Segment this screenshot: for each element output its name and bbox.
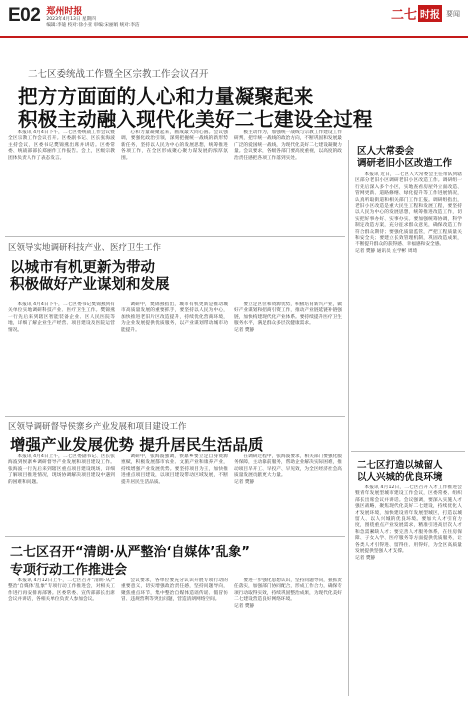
article4-headline-2: 专项行动工作推进会: [10, 563, 128, 578]
side-divider: [351, 451, 465, 452]
right-column-divider: [348, 140, 349, 696]
article2-col-3-text: 要立足区位和资源优势，积极培育新兴产业，做好产业谋划和招商引资工作，推动产业链延链补链强链，加快构建现代化产业体系。要持续提升医疗卫生服务水平，满足群众多层次健康需求。: [234, 302, 342, 327]
side1-col: [352, 172, 465, 450]
article4-headline-1: 二七区召开“清朗·从严整治‘自媒体’乱象”: [10, 545, 250, 560]
article3-headline: 增强产业发展优势 提升居民生活品质: [10, 436, 264, 454]
article2-col-2-text: 调研中，樊锦燕指出，城市有机更新是推动城市高质量发展的重要抓手，要坚持以人民为中心，加快推进老旧片区改造提升，持续优化营商环境，为企业发展提供优质服务，以产业谋划带动城市功能提升。: [121, 302, 228, 333]
side1-byline: 记者 樊静 通讯员 左学彬 周琦: [355, 249, 418, 255]
article3-body: [5, 454, 345, 534]
article2-col-1: [5, 302, 118, 400]
article3-byline: 记者 樊静: [234, 480, 255, 486]
side1-headline-2: 调研老旧小区改造工作: [357, 158, 453, 169]
divider-2: [5, 416, 345, 417]
article1-col-3-text: 极主动作为，加强统一战线与宗教工作建设工作研判，把牢统一战线的政治方向，不断巩固和发展最广泛的爱国统一战线，为现代化美好二七建设凝聚力量。会议要求，各级各部门要高度重视，以高度的政治责任感把各项工作落到实处。: [234, 130, 342, 161]
article2-col-3: [231, 302, 345, 400]
divider-1: [5, 236, 345, 237]
article4-col-1: [5, 578, 118, 696]
article1-col-1-text: 本报讯 4月4日下午，二七区委统战工作会议暨全区宗教工作会议召开。区委副书记、区长张海波主持会议，区委书记樊锦燕出席并讲话。区委常委、统战部部长郑丽作工作报告。会上，区级宗教团体负责人作了表态发言。: [8, 130, 115, 161]
article1-body: [5, 130, 345, 222]
article3-kicker: 区领导调研督导侯寨乡产业发展和项目建设工作: [8, 422, 187, 432]
article1-headline-2: 积极主动融入现代化美好二七建设全过程: [18, 108, 373, 131]
divider-3: [5, 536, 345, 537]
article2-col-1-text: 本报讯 4月4日下午，二七区委书记樊锦燕到有关单位实地调研科技产业、医疗卫生工作。樊锦燕一行先后来到辖区智能装备企业、区人民医院等地，详细了解企业生产经营、项目建设及医院运营情况。: [8, 302, 115, 333]
article4-byline: 记者 樊静: [234, 604, 255, 610]
side2-text: 本报讯 4月12日，二七区召开人才工作推进会暨青年发展型城市建设工作会议，区委常委、组织部长出席会议并讲话。会议强调，要深入实施人才强区战略，聚焦现代化美好二七建设，持续优化人才发展环境，加快建设青年发展型城区，打造以城留人、以人兴城的优良环境。要加大人才引育力度，围绕重点产业发展需求，精准引进高层次人才和急需紧缺人才；要完善人才服务体系，在住房保障、子女入学、医疗服务等方面提供优质服务，让各类人才引得进、留得住、用得好，为全区高质量发展提供坚强人才支撑。: [355, 485, 462, 555]
article1-col-3: [231, 130, 345, 222]
article3-col-1-text: 本报讯 4月4日上午，二七区委副书记、区长张海波到侯寨乡调研督导产业发展和项目建设工作。张海波一行先后来到辖区重点项目建设现场，详细了解项目推进情况，现场协调解决项目建设中遇到的困难和问题。: [8, 454, 115, 485]
article1-col-2-text: 心和力量凝聚起来，画成最大同心圆。会议强调，要强化政治引领，深刻把握统一战线的新形势新任务，坚持以人民为中心的发展思想，统筹推进各项工作，在全区形成聚心聚力谋发展的浓厚氛围。: [121, 130, 228, 161]
side2-headline-2: 以人兴城的优良环境: [357, 472, 443, 483]
article3-col-3-text: 在调研过程中，张海波要求，相关部门要强化服务保障，主动靠前服务，帮助企业解决实际困难，推动项目早开工、早投产、早见效，为全区经济社会高质量发展贡献更大力量。: [234, 454, 342, 479]
article3-col-2-text: 调研中，张海波强调，侯寨乡要立足自身资源禀赋，积极发展都市农业、文旅产业和康养产业，持续增强产业发展优势。要坚持项目为王，加快推进重点项目建设，以项目建设带动区域发展，不断提升居民生活品质。: [121, 454, 228, 485]
paper-name: 郑州时报: [46, 7, 83, 17]
article2-col-2: [118, 302, 231, 400]
editor-credits: 编辑:李迪 校对:徐小亚 审编:宋丽娟 统对:李洁: [46, 23, 140, 28]
article2-headline-1: 以城市有机更新为带动: [10, 260, 155, 276]
article1-kicker: 二七区委统战工作暨全区宗教工作会议召开: [28, 69, 209, 80]
article4-col-2-text: 会议要求，各单位要充分认识开展专项行动的重要意义，切实增强政治责任感，坚持问题导向，聚焦重点环节，集中整治自媒体造谣传谣、假冒仿冒、违规营利等突出问题，营造清朗网络空间。: [121, 578, 228, 603]
section-brand: [391, 4, 460, 23]
article1-col-1: [5, 130, 118, 222]
side1-body: [352, 172, 465, 450]
article2-kicker: 区领导实地调研科技产业、医疗卫生工作: [8, 243, 162, 253]
article2-body: [5, 302, 345, 400]
side2-byline: 记者 樊静: [355, 555, 376, 561]
side2-headline-1: 二七区打造以城留人: [357, 460, 443, 471]
article2-headline-2: 积极做好产业谋划和发展: [10, 277, 170, 293]
article4-col-2: [118, 578, 231, 696]
article3-col-2: [118, 454, 231, 534]
masthead-rule: [0, 36, 468, 38]
section-tag: 要闻: [446, 9, 460, 18]
brand-prefix: 二七: [390, 8, 417, 23]
issue-date: 2023年4月13日 星期四: [46, 17, 96, 22]
article1-col-2: [118, 130, 231, 222]
article4-col-3-text: 要进一步强化思想认识，坚持问题导向，狠抓责任落实，加强部门协同配合，形成工作合力，确保专项行动取得实效，持续巩固整治成果，为现代化美好二七建设营造良好网络环境。: [234, 578, 342, 603]
masthead-left: [8, 6, 140, 29]
article3-col-1: [5, 454, 118, 534]
side2-col: [352, 485, 465, 697]
article3-col-3: [231, 454, 345, 534]
side2-body: [352, 485, 465, 697]
masthead: [0, 0, 468, 44]
article4-body: [5, 578, 345, 696]
masthead-meta: [46, 7, 139, 29]
page-number: E02: [8, 5, 41, 26]
article2-byline: 记者 樊静: [234, 328, 255, 334]
brand-box: 时报: [418, 5, 442, 22]
article4-col-3: [231, 578, 345, 696]
side1-headline-1: 区人大常委会: [357, 146, 415, 157]
side1-text: 本报讯 近日，二七区人大常委会主任带队到辖区部分老旧小区调研老旧小区改造工作。调研组一行先后深入多个小区，实地查看房屋外立面改造、管网更新、道路修缮、绿化提升等工作进展情况，认真听取街道和相关部门工作汇报。调研组指出，老旧小区改造是重大民生工程和发展工程，要坚持以人民为中心的发展思想，统筹推进改造工作，切实把好事办好、实事办实。要加强统筹协调，科学制定改造方案，充分征求群众意见，确保改造工作符合群众期待；要强化质量监管，严把工程质量关和安全关；要建立长效管理机制，巩固改造成果，不断提升群众的获得感、幸福感和安全感。: [355, 172, 462, 248]
article1-headline-1: 把方方面面的人心和力量凝聚起来: [18, 85, 314, 108]
article4-col-1-text: 本报讯 4月12日上午，二七区召开“清朗·从严整治‘自媒体’乱象”专项行动工作推进会，对相关工作进行再安排再部署。区委常委、宣传部部长出席会议并讲话，各相关单位负责人参加会议。: [8, 578, 115, 603]
